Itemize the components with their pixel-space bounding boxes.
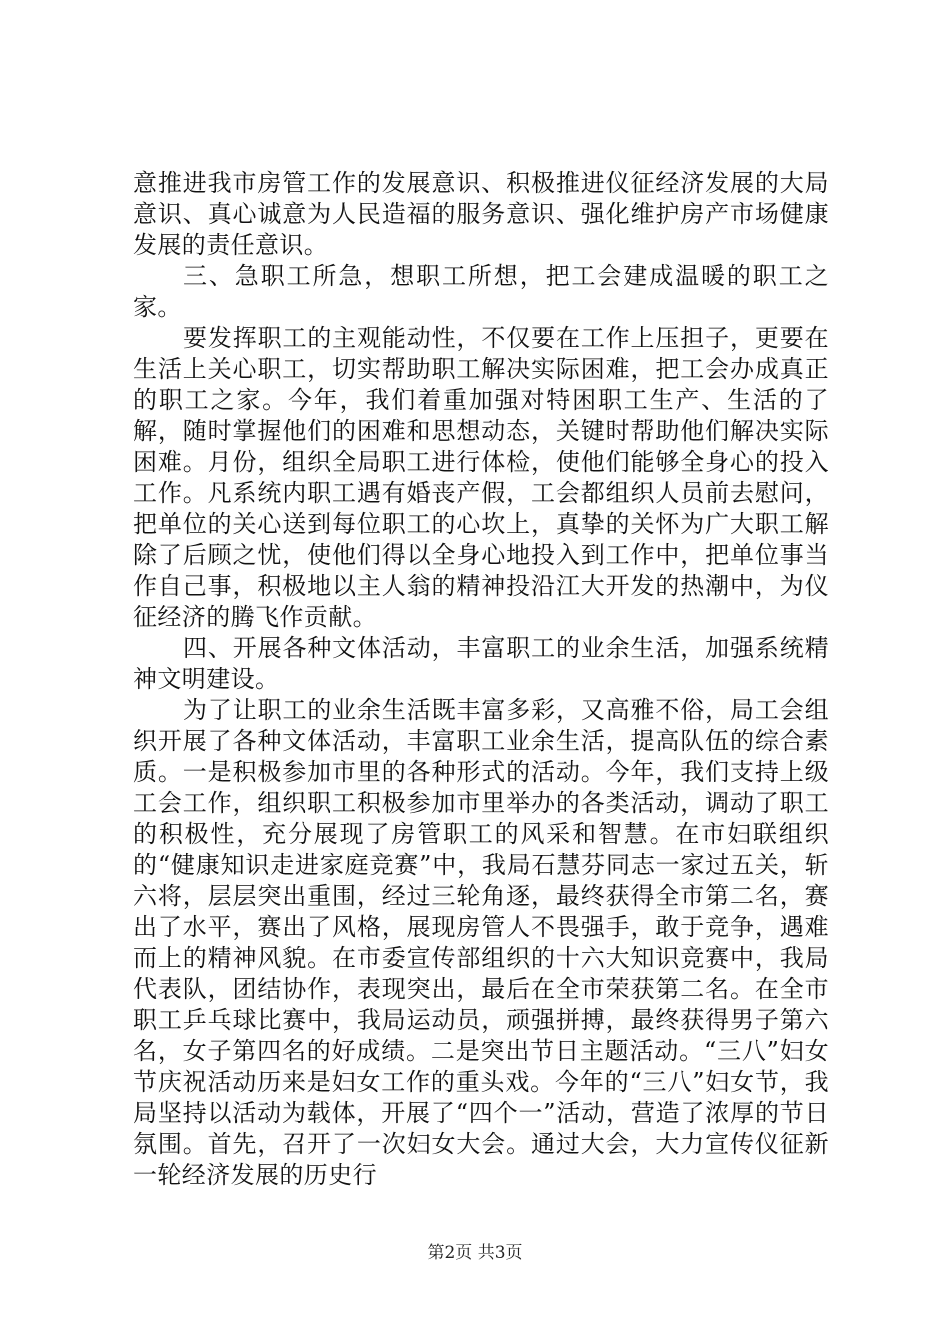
document-body bbox=[133, 168, 829, 1191]
paragraph-continuation: 意推进我市房管工作的发展意识、积极推进仪征经济发展的大局意识、真心诚意为人民造福的服务意识、强化维护房产市场健康发展的责任意识。 bbox=[133, 169, 829, 259]
paragraph-cultural-activities: 为了让职工的业余生活既丰富多彩，又高雅不俗，局工会组织开展了各种文体活动，丰富职工业余生活，提高队伍的综合素质。一是积极参加市里的各种形式的活动。今年，我们支持上级工会工作，组织职工积极参加市里举办的各类活动，调动了职工的积极性，充分展现了房管职工的风采和智慧。在市妇联组织的“健康知识走进家庭竞赛”中，我局石慧芬同志一家过五关，斩六将，层层突出重围，经过三轮角逐，最终获得全市第二名，赛出了水平，赛出了风格，展现房管人不畏强手，敢于竞争，遇难而上的精神风貌。在市委宣传部组织的十六大知识竞赛中，我局代表队，团结协作，表现突出，最后在全市荣获第二名。在全市职工乒乓球比赛中，我局运动员，顽强拼搏，最终获得男子第六名，女子第四名的好成绩。二是突出节日主题活动。“三八”妇女节庆祝活动历来是妇女工作的重头戏。今年的“三八”妇女节，我局坚持以活动为载体，开展了“四个一”活动，营造了浓厚的节日氛围。首先，召开了一次妇女大会。通过大会，大力宣传仪征新一轮经济发展的历史行 bbox=[133, 696, 829, 1189]
page-footer bbox=[0, 1243, 950, 1263]
page-number: 第2页 共3页 bbox=[427, 1243, 523, 1263]
section-heading-four: 四、开展各种文体活动，丰富职工的业余生活，加强系统精神文明建设。 bbox=[133, 634, 829, 693]
section-heading-three: 三、急职工所急，想职工所想，把工会建成温暖的职工之家。 bbox=[133, 262, 829, 321]
paragraph-employee-care: 要发挥职工的主观能动性，不仅要在工作上压担子，更要在生活上关心职工，切实帮助职工解决实际困难，把工会办成真正的职工之家。今年，我们着重加强对特困职工生产、生活的了解，随时掌握他们的困难和思想动态，关键时帮助他们解决实际困难。月份，组织全局职工进行体检，使他们能够全身心的投入工作。凡系统内职工遇有婚丧产假，工会都组织人员前去慰问，把单位的关心送到每位职工的心坎上，真挚的关怀为广大职工解除了后顾之忧，使他们得以全身心地投入到工作中，把单位事当作自己事，积极地以主人翁的精神投沿江大开发的热潮中，为仪征经济的腾飞作贡献。 bbox=[133, 324, 829, 631]
